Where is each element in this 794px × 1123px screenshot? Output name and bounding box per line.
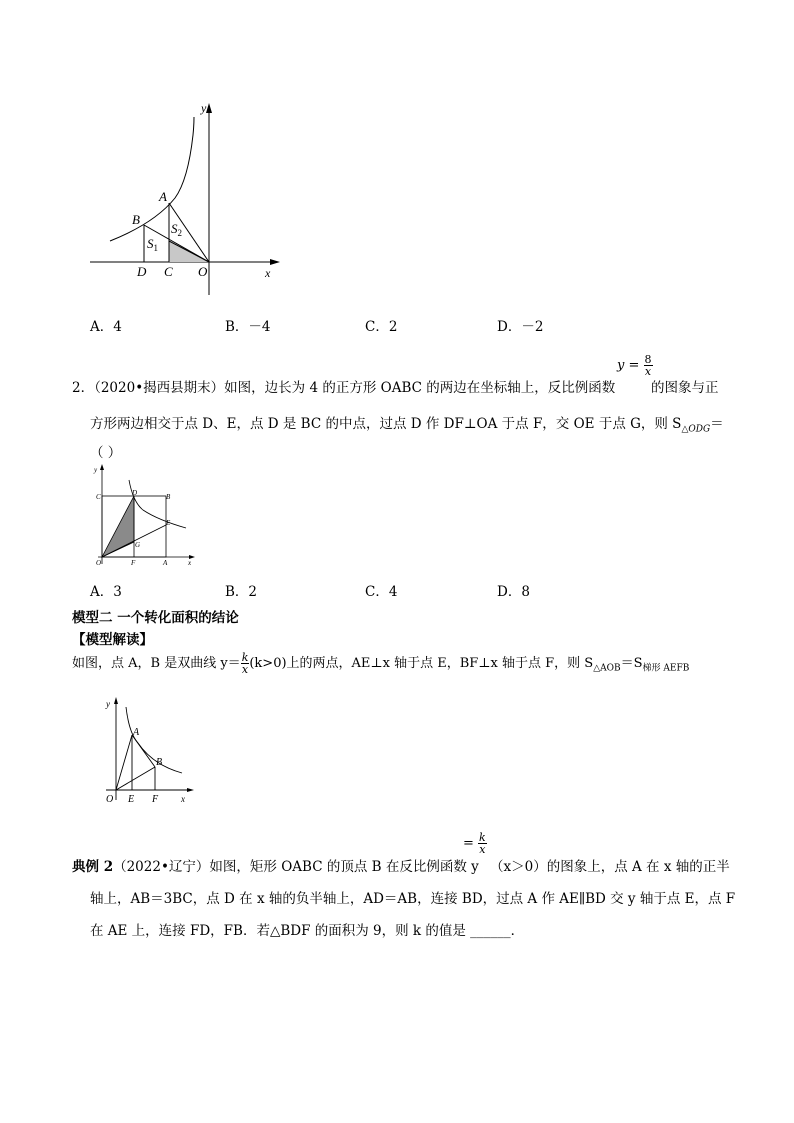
figure-2-square [88, 462, 200, 570]
fig1-label-S2: $S_2$ [171, 221, 182, 238]
q2-function [617, 354, 653, 377]
example-2-line-1-end: （x＞0）的图象上，点 A 在 x 轴的正半 [490, 859, 730, 875]
q2-line-3: （ ） [90, 445, 122, 461]
model-2-statement [72, 652, 689, 675]
example-2-func-num: k [479, 831, 486, 844]
example-2-line-3: 在 AE 上，连接 FD，FB．若△BDF 的面积为 9，则 k 的值是 ______． [90, 923, 525, 939]
fig3-hyperbola [126, 707, 182, 773]
shaded-triangle-odg [102, 496, 134, 557]
fig2-label-x: x [188, 559, 192, 567]
q1-option-b: B．－4 [225, 319, 271, 335]
q1-option-a: A．4 [90, 319, 122, 335]
fig2-label-E: E [166, 519, 171, 527]
q2-line-2-text: 方形两边相交于点 D、E，点 D 是 BC 的中点，过点 D 作 DF⊥OA 于点 F，交 OE 于点 G，则 S [90, 416, 682, 432]
fig2-label-D: D [132, 489, 138, 497]
q2-func-num: 8 [644, 353, 652, 366]
q2-func-den: x [644, 365, 652, 378]
q1-option-c: C．2 [365, 319, 398, 335]
fig3-label-F: F [152, 794, 159, 805]
q2-line-1: 2．（2020•揭西县期末）如图，边长为 4 的正方形 OABC 的两边在坐标轴上，反比例函数 [72, 380, 616, 396]
q2-option-b: B．2 [225, 584, 258, 600]
q2-line-2 [90, 412, 724, 435]
fig2-label-C: C [96, 493, 101, 501]
model-2-frac-num: k [241, 651, 249, 664]
model-2-title: 模型二 一个转化面积的结论 [72, 610, 239, 626]
q2-option-d: D．8 [497, 584, 530, 600]
example-2-func-eq: = [463, 836, 474, 851]
figure-3-model [98, 695, 198, 810]
example-2-func-den: x [479, 843, 486, 856]
hyperbola-curve [110, 117, 194, 241]
fig1-label-B: B [132, 212, 140, 227]
example-2-line-1 [72, 855, 479, 875]
example-2-line-1-start: （2022•辽宁）如图，矩形 OABC 的顶点 B 在反比例函数 y [113, 859, 479, 875]
q2-line-2-end: ＝ [710, 416, 724, 432]
fig1-label-O: O [198, 264, 208, 279]
fig2-label-F: F [131, 559, 136, 567]
model-2-text-start: 如图，点 A，B 是双曲线 y＝ [72, 656, 241, 671]
model-2-header: 【模型解读】 [72, 632, 153, 648]
fig3-label-B: B [156, 757, 163, 768]
fig3-label-y: y [106, 699, 110, 709]
fig3-label-E: E [128, 794, 135, 805]
q2-func-y: y = [617, 358, 640, 373]
fig2-label-O: O [96, 559, 102, 567]
fig2-label-A: A [163, 559, 168, 567]
model-2-text-mid: (k>0)上的两点，AE⊥x 轴于点 E，BF⊥x 轴于点 F，则 S [249, 656, 594, 671]
figure-1-hyperbola [80, 95, 290, 305]
model-2-sub-trapezoid: 梯形 AEFB [642, 663, 690, 674]
fig2-label-B: B [166, 493, 171, 501]
fig1-label-C: C [164, 264, 173, 279]
example-2-line-2: 轴上，AB＝3BC，点 D 在 x 轴的负半轴上，AD＝AB，连接 BD，过点 A 作 AE∥BD 交 y 轴于点 E，点 F [90, 891, 736, 907]
fig3-label-A: A [133, 727, 140, 738]
fig2-hyperbola [129, 480, 186, 528]
fig1-label-S1: $S_1$ [147, 236, 158, 253]
fig3-label-O: O [106, 794, 114, 805]
fig1-label-y: y [201, 101, 207, 115]
fig2-label-y: y [94, 466, 98, 474]
example-2-function [463, 832, 487, 855]
q1-option-d: D．－2 [497, 319, 544, 335]
fig1-label-D: D [137, 264, 147, 279]
q2-option-a: A．3 [90, 584, 122, 600]
fig2-label-G: G [135, 541, 141, 549]
model-2-sub-aob: △AOB [593, 663, 621, 674]
q2-option-c: C．4 [365, 584, 398, 600]
model-2-frac-den: x [241, 663, 249, 676]
model-2-text-eq: ＝S [620, 656, 643, 671]
q2-line-2-sub: △ODG [681, 424, 711, 435]
example-2-label: 典例 2 [72, 859, 114, 875]
fig1-label-x: x [265, 266, 271, 280]
fig3-label-x: x [181, 794, 185, 804]
fig1-label-A: A [159, 189, 167, 204]
q2-line-1-end: 的图象与正 [651, 380, 719, 396]
